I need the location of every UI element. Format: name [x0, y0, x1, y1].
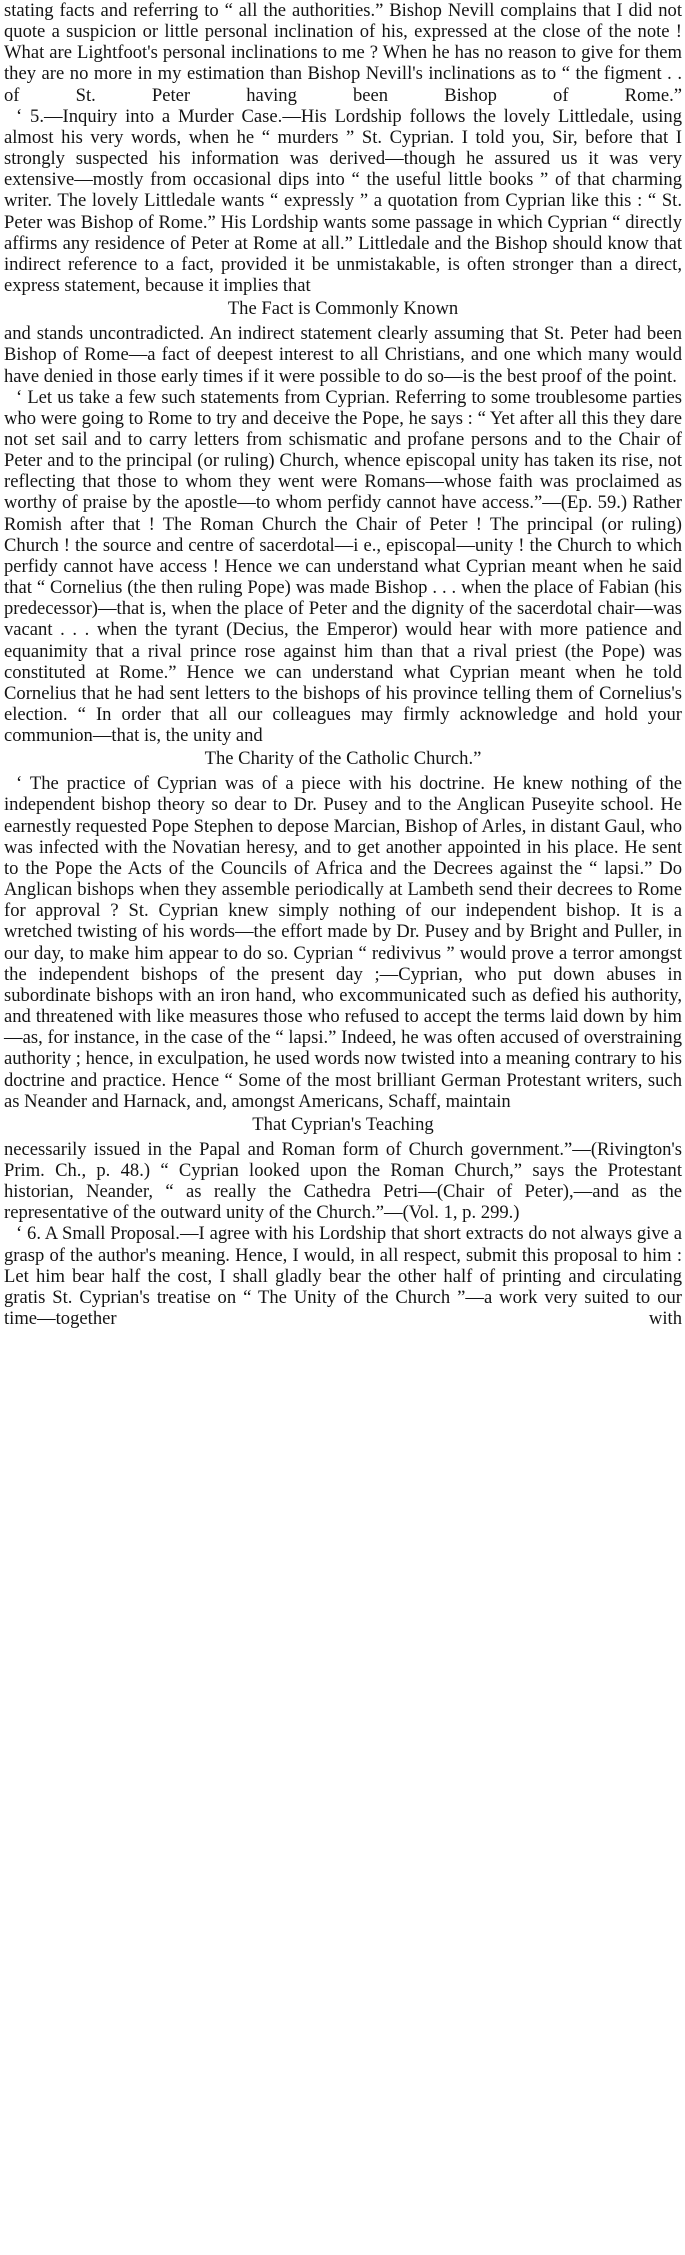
paragraph-uncontradicted: and stands uncontradicted. An indirect statement clearly assuming that St. Peter had been Bishop of Rome—a fact of deepest interest to all Christians, and one which many would have denied in those early times if it were possible to do so—is the best proof of the point.: [4, 323, 682, 387]
subheading-fact-commonly-known: The Fact is Commonly Known: [227, 298, 459, 320]
paragraph-small-proposal: ‘ 6. A Small Proposal.—I agree with his Lordship that short extracts do not always give a grasp of the author's meaning. Hence, I would, in all respect, submit this proposal to him : Let him bear half the cost, I shall gladly bear the other half of printing and circulating gratis St. Cyprian's treatise on “ The Unity of the Church ”—a work very suited to our time—together with: [4, 1223, 682, 1330]
subheading-cyprians-teaching: That Cyprian's Teaching: [252, 1113, 434, 1135]
paragraph-opening: stating facts and referring to “ all the authorities.” Bishop Nevill complains that I did not quote a suspicion or little personal inclination of his, expressed at the close of the note ! What are Lightfoot's personal inclinations to me ? When he has no reason to give for them they are no more in my estimation than Bishop Nevill's inclinations as to “ the figment . . of St. Peter having been Bishop of Rome.”: [4, 0, 682, 106]
paragraph-practice-of-cyprian: ‘ The practice of Cyprian was of a piece with his doctrine. He knew nothing of the independent bishop theory so dear to Dr. Pusey and to the Anglican Puseyite school. He earnestly requested Pope Stephen to depose Marcian, Bishop of Arles, in distant Gaul, who was infected with the Novatian heresy, and to get another appointed in his place. He sent to the Pope the Acts of the Councils of Africa and the Decrees against the “ lapsi.” Do Anglican bishops when they assemble periodically at Lambeth send their decrees to Rome for approval ? St. Cyprian knew simply nothing of our independent bishop. It is a wretched twisting of his words—the effort made by Dr. Pusey and by Bright and Puller, in our day, to make him appear to do so. Cyprian “ redivivus ” would prove a terror amongst the independent bishops of the present day ;—Cyprian, who put down abuses in subordinate bishops with an iron hand, who excommunicated such as defied his authority, and threatened with like measures those who refused to accept the terms laid down by him—as, for instance, in the case of the “ lapsi.” Indeed, he was often accused of overstraining authority ; hence, in exculpation, he used words now twisted into a meaning contrary to his doctrine and practice. Hence “ Some of the most brilliant German Protestant writers, such as Neander and Harnack, and, amongst Americans, Schaff, maintain: [4, 773, 682, 1112]
paragraph-papal-government: necessarily issued in the Papal and Roman form of Church government.”—(Rivington's Prim. Ch., p. 48.) “ Cyprian looked upon the Roman Church,” says the Protestant historian, Neander, “ as really the Cathedra Petri—(Chair of Peter),—and as the representative of the outward unity of the Church.”—(Vol. 1, p. 299.): [4, 1138, 682, 1224]
paragraph-murder-case: ‘ 5.—Inquiry into a Murder Case.—His Lordship follows the lovely Littledale, using almost his very words, when he “ murders ” St. Cyprian. I told you, Sir, before that I strongly suspected his information was derived—though he assured us it was very extensive—mostly from occasional dips into “ the useful little books ” of that charming writer. The lovely Littledale wants “ expressly ” a quotation from Cyprian like this : “ St. Peter was Bishop of Rome.” His Lordship wants some passage in which Cyprian “ directly affirms any residence of Peter at Rome at all.” Littledale and the Bishop should know that indirect reference to a fact, provided it be unmistakable, is often stronger than a direct, express statement, because it implies that: [4, 105, 682, 297]
paragraph-cyprian-statements: ‘ Let us take a few such statements from Cyprian. Referring to some troublesome parties who were going to Rome to try and deceive the Pope, he says : “ Yet after all this they dare not set sail and to carry letters from schismatic and profane persons and to the Chair of Peter and to the principal (or ruling) Church, whence episcopal unity has taken its rise, not reflecting that those to whom they went were Romans—whose faith was proclaimed as worthy of praise by the apostle—to whom perfidy cannot have access.”—(Ep. 59.) Rather Romish after that ! The Roman Church the Chair of Peter ! The principal (or ruling) Church ! the source and centre of sacerdotal—i e., episcopal—unity ! the Church to which perfidy cannot have access ! Hence we can understand what Cyprian meant when he said that “ Cornelius (the then ruling Pope) was made Bishop . . . when the place of Fabian (his predecessor)—that is, when the place of Peter and the dignity of the sacerdotal chair—was vacant . . . when the tyrant (Decius, the Emperor) would hear with more patience and equanimity that a rival prince rose against him than that a rival priest (the Pope) was constituted at Rome.” Hence we can understand what Cyprian meant when he told Cornelius that he had sent letters to the bishops of his province telling them of Cornelius's election. “ In order that all our colleagues may firmly acknowledge and hold your communion—that is, the unity and: [4, 386, 682, 747]
subheading-charity-catholic-church: The Charity of the Catholic Church.”: [204, 748, 482, 770]
